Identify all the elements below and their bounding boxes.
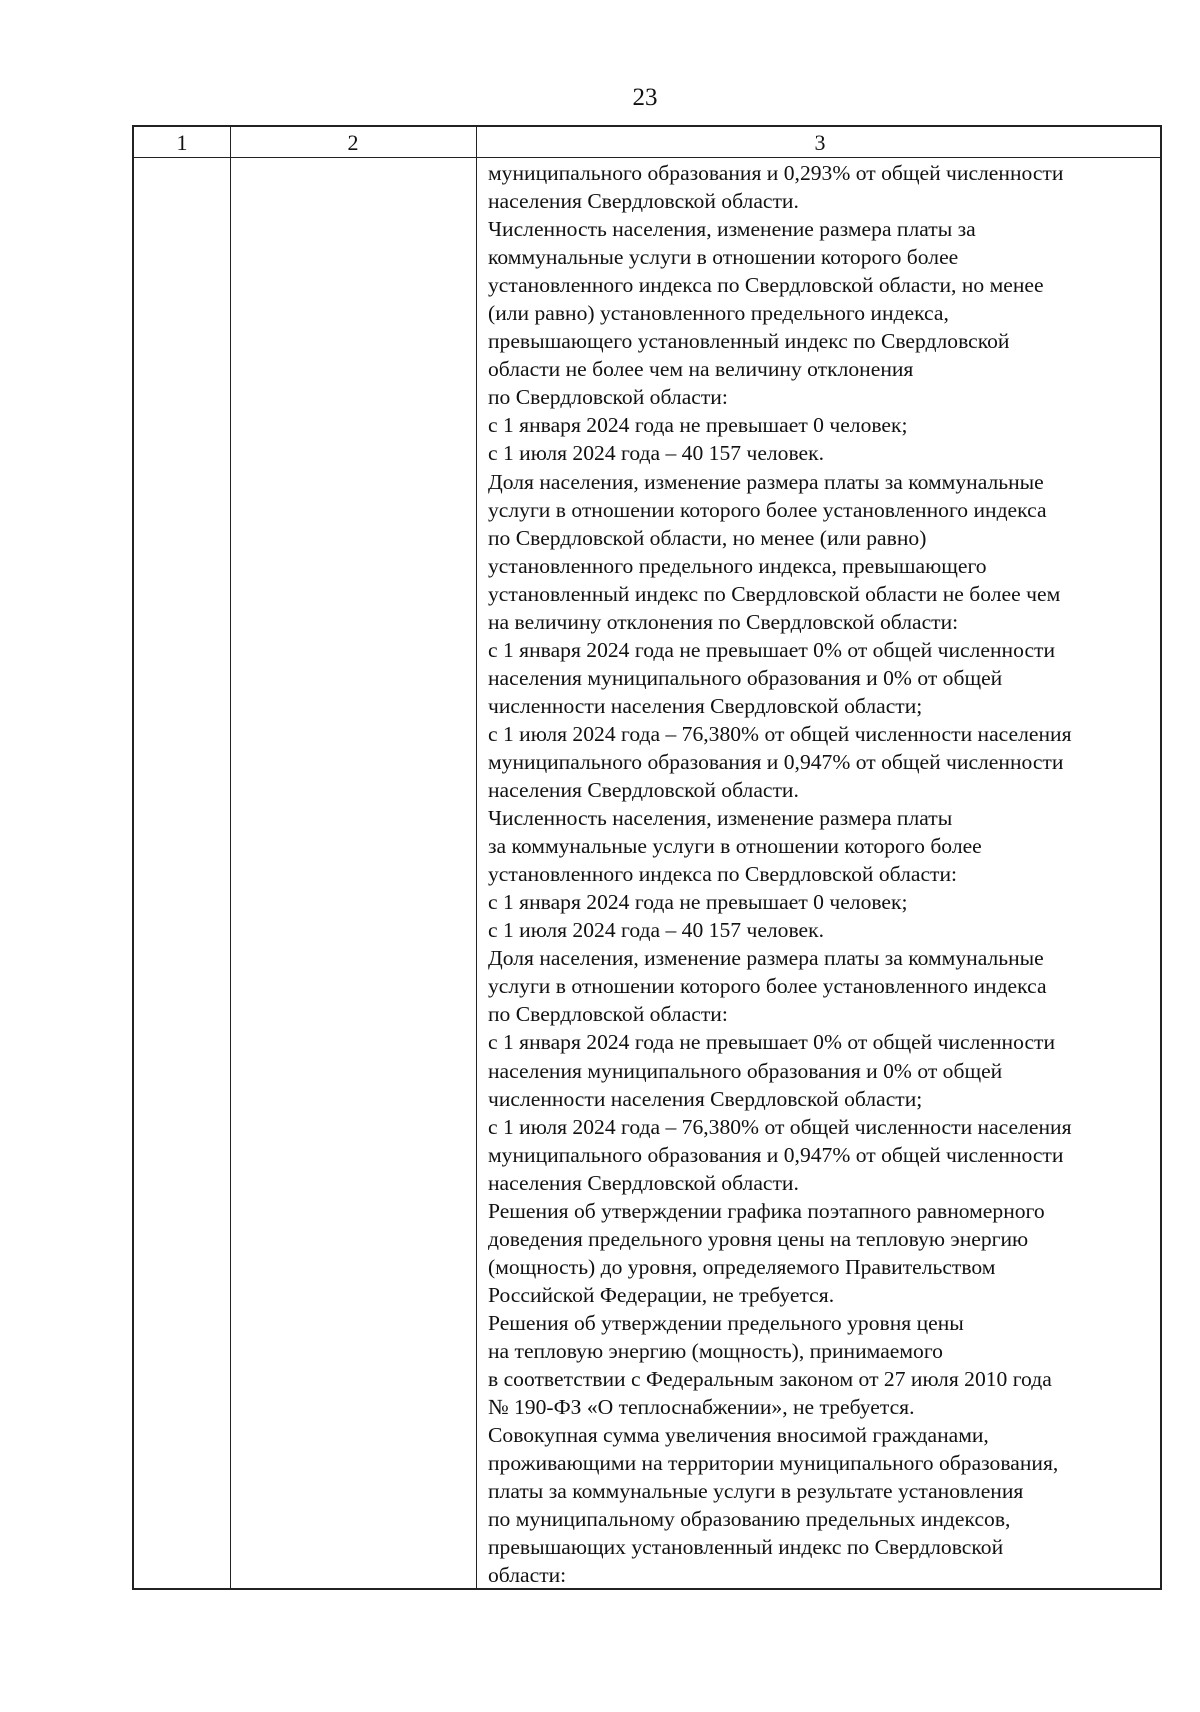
text-line: с 1 июля 2024 года – 76,380% от общей численности населения [488, 721, 1072, 746]
text-line: муниципального образования и 0,947% от общей численности [488, 1142, 1064, 1167]
text-line: установленный индекс по Свердловской области не более чем [488, 581, 1061, 606]
text-line: (мощность) до уровня, определяемого Правительством [488, 1254, 996, 1279]
text-line: по Свердловской области, но менее (или равно) [488, 525, 927, 550]
text-line: населения Свердловской области. [488, 189, 799, 214]
text-line: установленного индекса по Свердловской области, но менее [488, 273, 1044, 298]
text-line: на величину отклонения по Свердловской области: [488, 609, 959, 634]
text-line: коммунальные услуги в отношении которого более [488, 245, 959, 270]
text-line: по Свердловской области: [488, 1002, 728, 1027]
text-line: Российской Федерации, не требуется. [488, 1282, 835, 1307]
header-divider [134, 157, 1160, 158]
text-line: области не более чем на величину отклонения [488, 357, 914, 382]
text-line: муниципального образования и 0,293% от общей численности [488, 161, 1064, 185]
text-line: с 1 января 2024 года не превышает 0% от общей численности [488, 637, 1056, 662]
text-line: проживающими на территории муниципального образования, [488, 1451, 1059, 1476]
text-line: установленного индекса по Свердловской области: [488, 862, 958, 887]
text-line: численности населения Свердловской области; [488, 693, 923, 718]
text-line: по Свердловской области: [488, 385, 728, 410]
text-line: с 1 июля 2024 года – 40 157 человек. [488, 918, 825, 943]
page-number: 23 [632, 84, 658, 111]
text-line: платы за коммунальные услуги в результате установления [488, 1479, 1024, 1504]
text-line: услуги в отношении которого более установленного индекса [488, 974, 1047, 999]
text-line: на тепловую энергию (мощность), принимаемого [488, 1338, 943, 1363]
text-line: с 1 января 2024 года не превышает 0 человек; [488, 890, 908, 915]
column-header-3: 3 [814, 130, 826, 155]
text-line: (или равно) установленного предельного индекса, [488, 301, 949, 326]
data-table [132, 125, 1162, 1590]
column-divider [230, 127, 231, 1588]
text-line: Численность населения, изменение размера платы за [488, 217, 976, 242]
text-line: доведения предельного уровня цены на тепловую энергию [488, 1226, 1029, 1251]
text-line: с 1 июля 2024 года – 76,380% от общей численности населения [488, 1114, 1072, 1139]
text-line: населения муниципального образования и 0% от общей [488, 665, 1003, 690]
text-line: с 1 января 2024 года не превышает 0% от общей численности [488, 1030, 1056, 1055]
text-line: муниципального образования и 0,947% от общей численности [488, 749, 1064, 774]
text-line: с 1 июля 2024 года – 40 157 человек. [488, 441, 825, 466]
text-line: превышающих установленный индекс по Свердловской [488, 1535, 1004, 1560]
text-line: установленного предельного индекса, превышающего [488, 553, 987, 578]
column-header-1: 1 [176, 130, 188, 155]
text-line: Доля населения, изменение размера платы за коммунальные [488, 469, 1044, 494]
text-line: Доля населения, изменение размера платы за коммунальные [488, 946, 1044, 971]
column-header-2: 2 [347, 130, 359, 155]
column-divider [476, 127, 477, 1588]
text-line: услуги в отношении которого более установленного индекса [488, 497, 1047, 522]
column-3-text [488, 159, 1158, 1589]
text-line: за коммунальные услуги в отношении которого более [488, 834, 982, 859]
text-line: Решения об утверждении графика поэтапного равномерного [488, 1198, 1045, 1223]
text-line: области: [488, 1563, 567, 1588]
text-line: № 190-ФЗ «О теплоснабжении», не требуется. [488, 1395, 915, 1420]
text-line: превышающего установленный индекс по Свердловской [488, 329, 1010, 354]
text-line: численности населения Свердловской области; [488, 1086, 923, 1111]
text-line: Численность населения, изменение размера платы [488, 806, 953, 831]
text-line: населения муниципального образования и 0% от общей [488, 1058, 1003, 1083]
text-line: населения Свердловской области. [488, 778, 799, 803]
text-line: населения Свердловской области. [488, 1170, 799, 1195]
text-line: в соответствии с Федеральным законом от 27 июля 2010 года [488, 1367, 1052, 1392]
text-line: с 1 января 2024 года не превышает 0 человек; [488, 413, 908, 438]
text-line: по муниципальному образованию предельных индексов, [488, 1507, 1011, 1532]
text-line: Совокупная сумма увеличения вносимой гражданами, [488, 1423, 989, 1448]
text-line: Решения об утверждении предельного уровня цены [488, 1310, 964, 1335]
